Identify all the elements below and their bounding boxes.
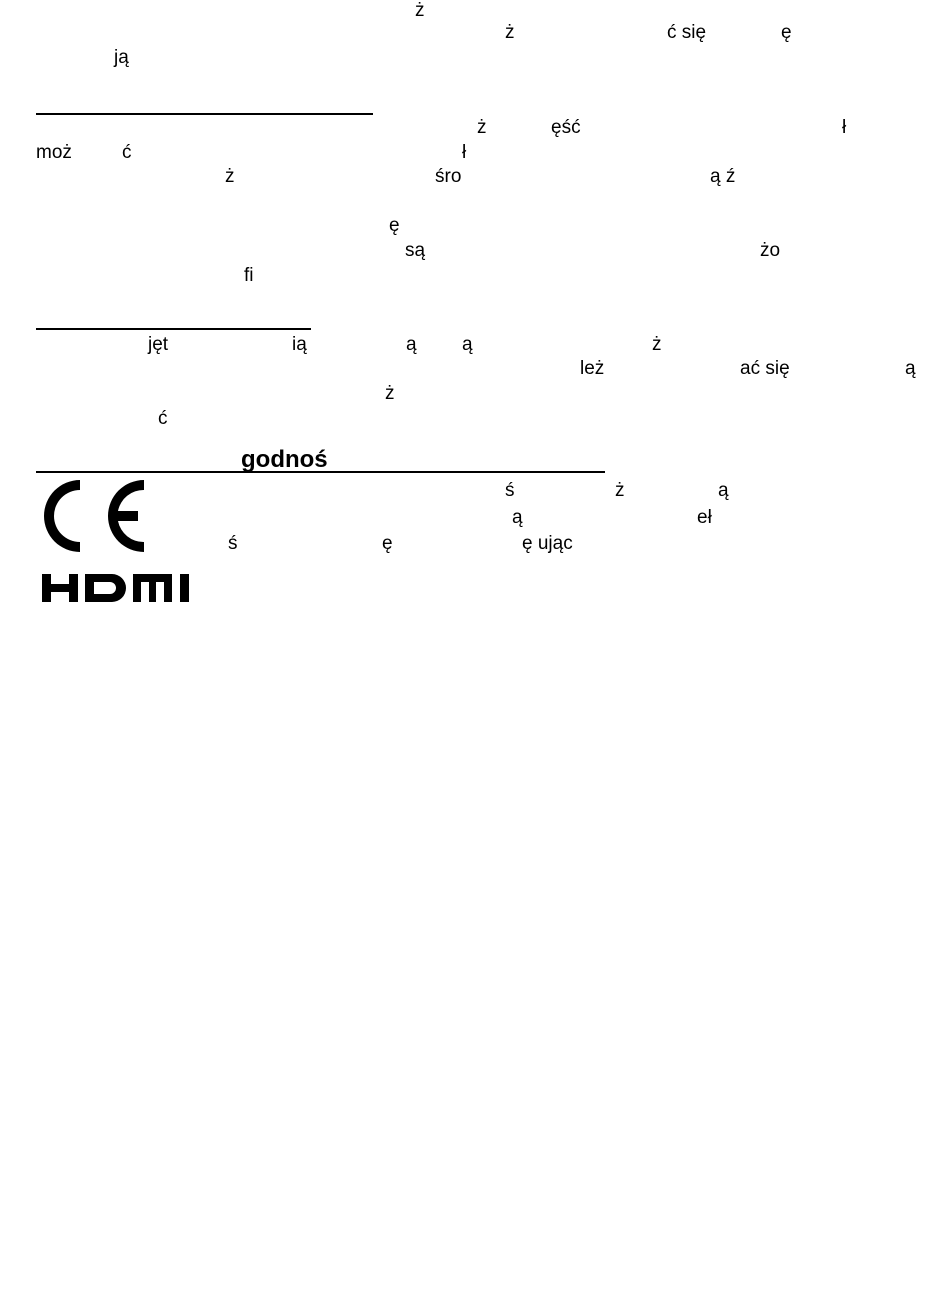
text-fragment: ą bbox=[406, 334, 417, 355]
text-fragment: ą bbox=[462, 334, 473, 355]
text-fragment: ą ź bbox=[710, 166, 736, 187]
text-fragment: ż bbox=[385, 383, 395, 404]
ce-mark-logo bbox=[34, 476, 146, 556]
text-fragment: ć bbox=[158, 408, 168, 429]
text-fragment: ę bbox=[781, 22, 792, 43]
text-fragment: ć bbox=[122, 142, 132, 163]
section-heading-rule bbox=[36, 471, 605, 473]
text-fragment: ś bbox=[228, 533, 238, 554]
text-fragment: ę ując bbox=[522, 533, 573, 554]
text-fragment: moż bbox=[36, 142, 72, 163]
text-fragment: ą bbox=[512, 507, 523, 528]
text-fragment: ﬁ bbox=[244, 265, 254, 286]
text-fragment: są bbox=[405, 240, 426, 261]
text-fragment: ią bbox=[292, 334, 307, 355]
text-fragment: ją bbox=[114, 47, 129, 68]
text-fragment: ęść bbox=[551, 117, 581, 138]
section-heading-rule bbox=[36, 113, 373, 115]
text-fragment: śro bbox=[435, 166, 462, 187]
text-fragment: ż bbox=[477, 117, 487, 138]
text-fragment: ą bbox=[718, 480, 729, 501]
section-heading: godnoś bbox=[241, 446, 328, 473]
text-fragment: ż bbox=[415, 0, 425, 21]
text-fragment: ś bbox=[505, 480, 515, 501]
text-fragment: ż bbox=[225, 166, 235, 187]
hdmi-logo bbox=[42, 574, 198, 602]
section-heading-rule bbox=[36, 328, 311, 330]
text-fragment: eł bbox=[697, 507, 712, 528]
text-fragment: ć się bbox=[667, 22, 707, 43]
text-fragment: żo bbox=[760, 240, 781, 261]
text-fragment: leż bbox=[580, 358, 605, 379]
text-fragment: ł bbox=[462, 142, 467, 163]
text-fragment: ą bbox=[905, 358, 916, 379]
text-fragment: jęt bbox=[148, 334, 169, 355]
text-fragment: ę bbox=[382, 533, 393, 554]
text-fragment: ł bbox=[842, 117, 847, 138]
text-fragment: ż bbox=[505, 22, 515, 43]
text-fragment: ać się bbox=[740, 358, 790, 379]
text-fragment: ż bbox=[652, 334, 662, 355]
text-fragment: ż bbox=[615, 480, 625, 501]
text-fragment: ę bbox=[389, 215, 400, 236]
